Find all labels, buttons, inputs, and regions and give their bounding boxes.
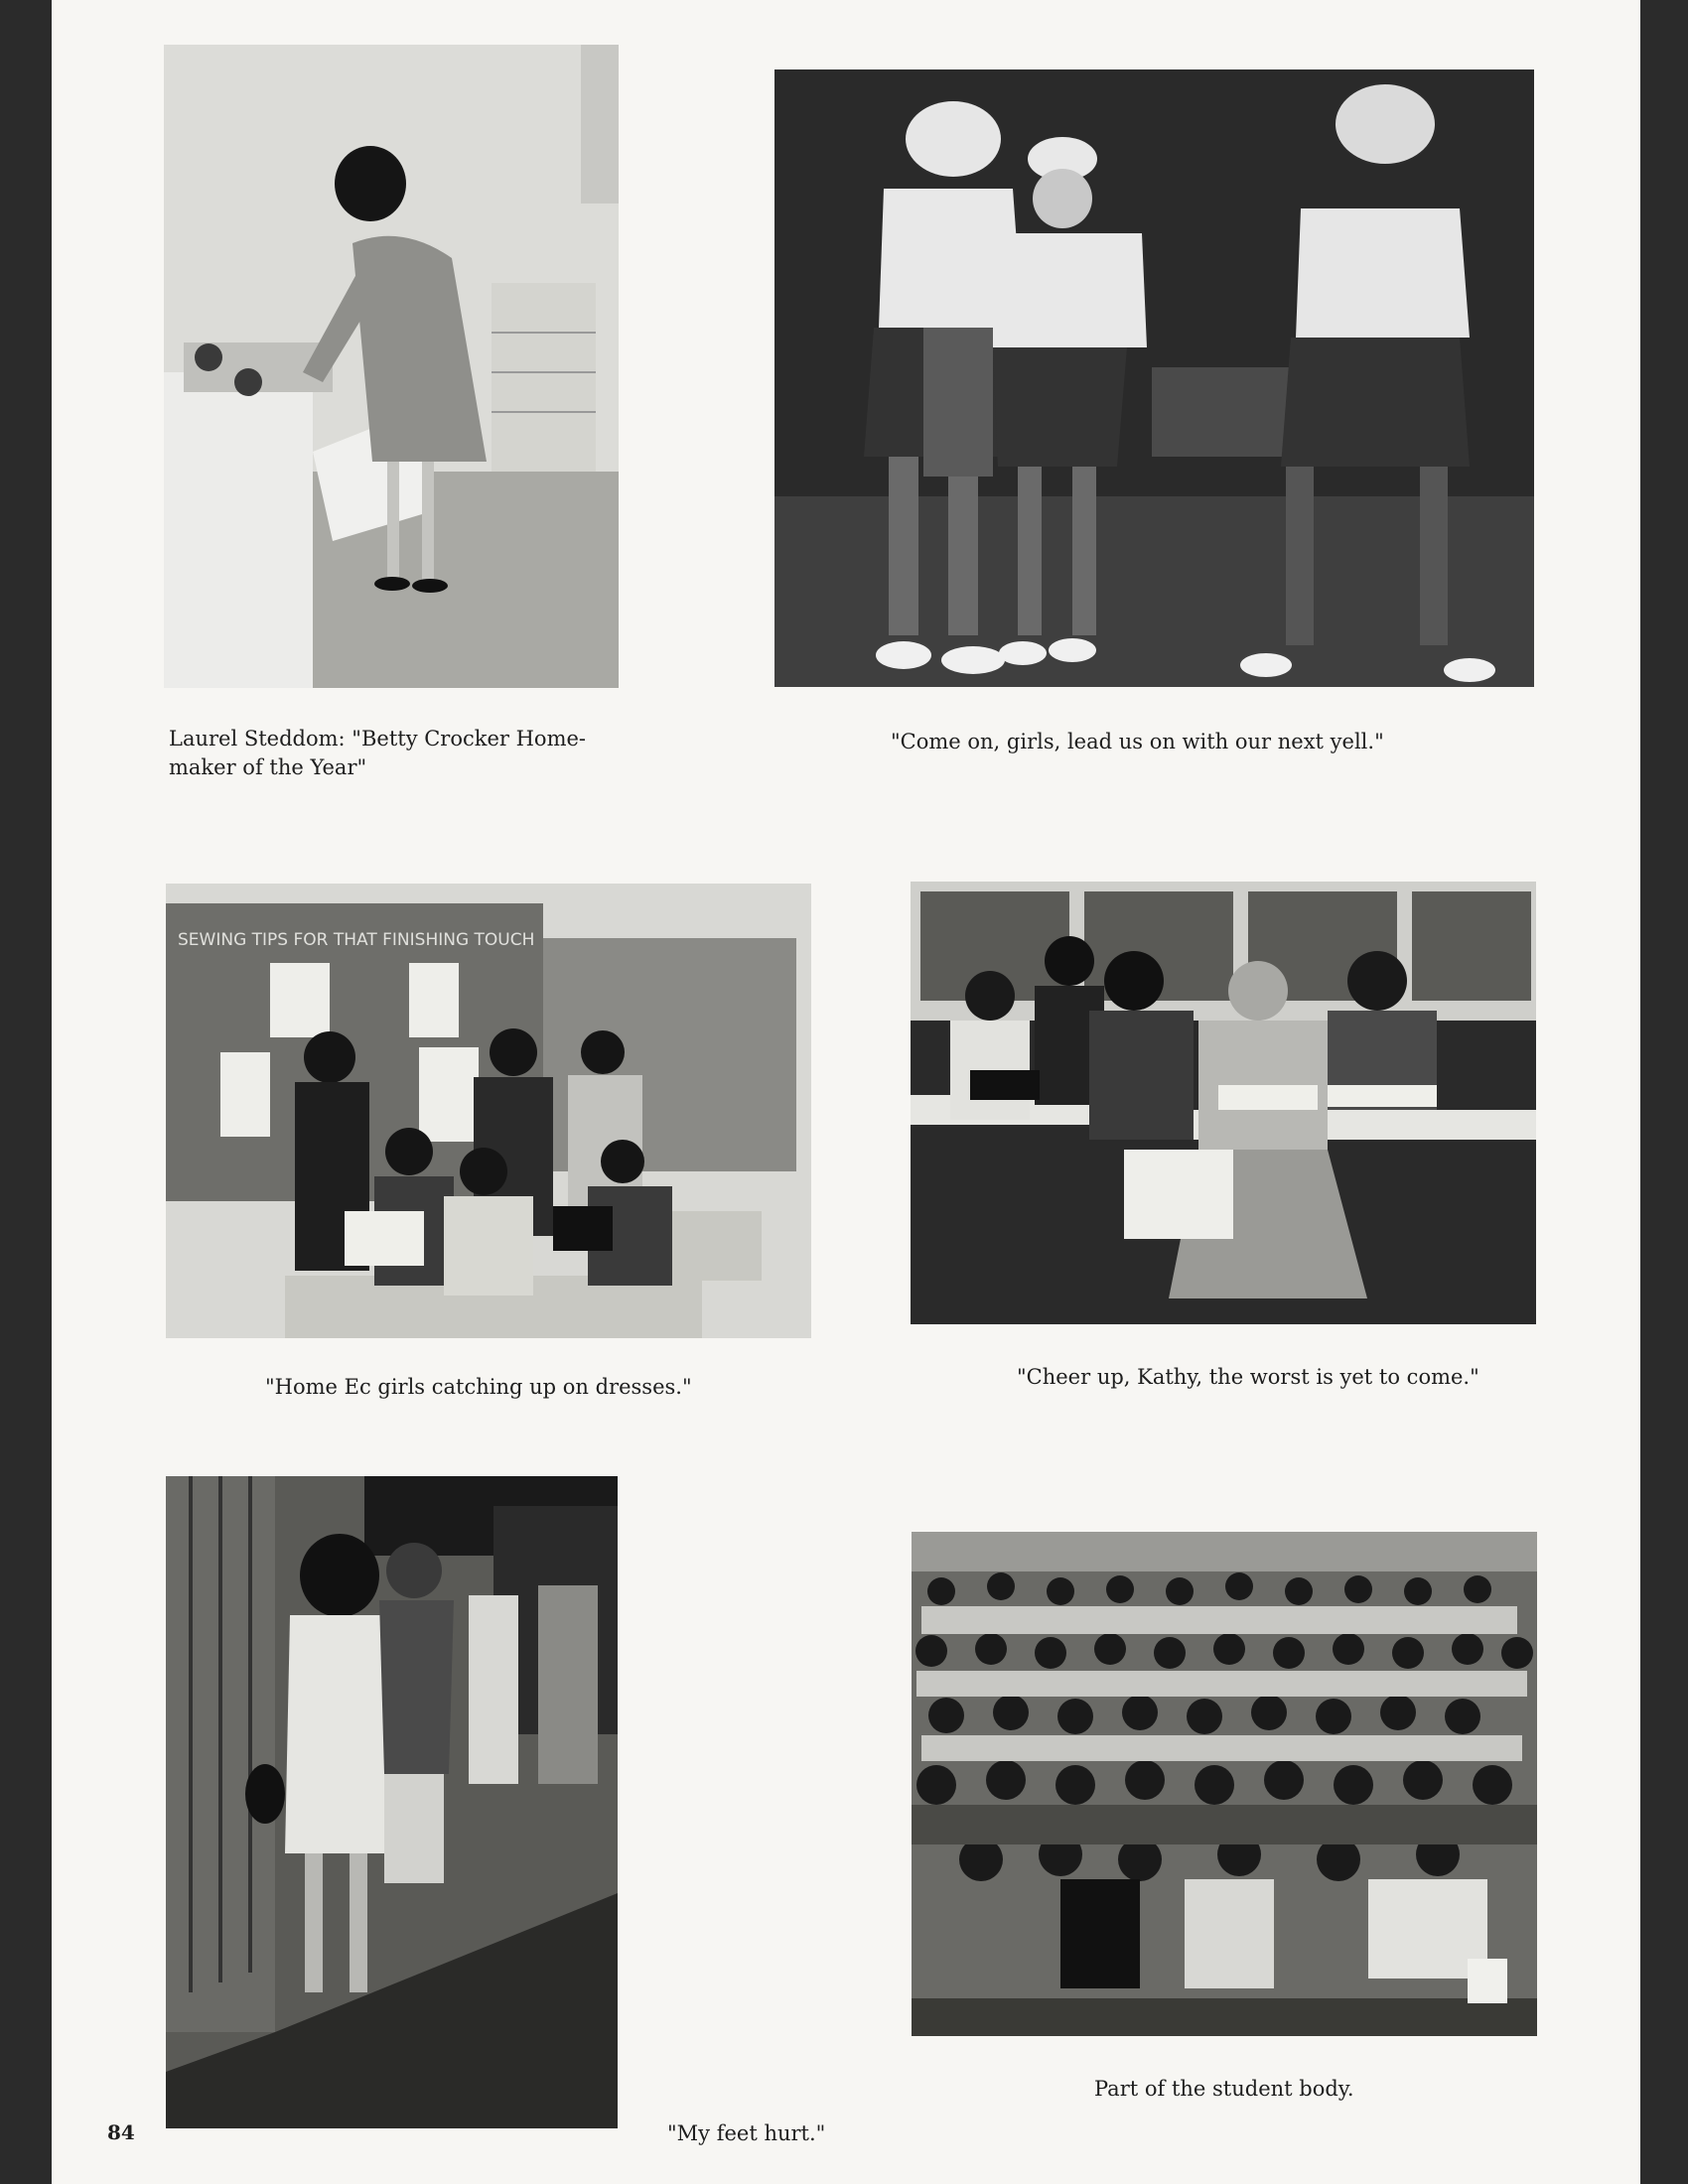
board-heading: SEWING TIPS FOR THAT FINISHING TOUCH [178,930,535,950]
photo-lockers-hallway [166,1476,618,2128]
yearbook-page [52,0,1640,2184]
caption-lockers-hallway: "My feet hurt." [667,2121,826,2145]
caption-study-hall: "Cheer up, Kathy, the worst is yet to come." [1017,1365,1479,1389]
photo-student-body [912,1532,1537,2036]
caption-student-body: Part of the student body. [1094,2077,1354,2101]
caption-laurel-steddom: Laurel Steddom: "Betty Crocker Home- maker of the Year" [169,727,586,779]
photo-home-ec-sewing [166,884,811,1338]
photo-laurel-steddom [164,45,619,688]
caption-cheerleaders: "Come on, girls, lead us on with our next yell." [891,730,1384,753]
caption-home-ec-sewing: "Home Ec girls catching up on dresses." [265,1375,692,1399]
photo-cheerleaders [774,69,1534,687]
photo-study-hall [911,882,1536,1324]
page-number: 84 [107,2120,135,2144]
